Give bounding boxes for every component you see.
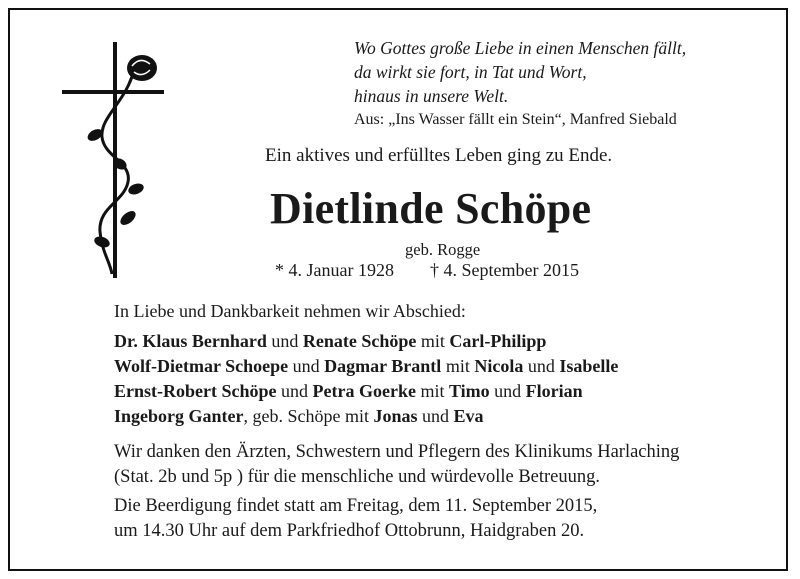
life-dates	[275, 260, 579, 281]
joiner: mit	[415, 381, 449, 401]
mourner-name: Ernst-Robert Schöpe	[114, 381, 277, 401]
mourner-name: Renate Schöpe	[302, 331, 417, 351]
joiner: und	[276, 381, 313, 401]
mourner-name: Isabelle	[559, 356, 619, 376]
quote-source: Aus: „Ins Wasser fällt ein Stein“, Manfred Siebald	[354, 111, 677, 128]
mourner-name: Ingeborg Ganter	[114, 406, 244, 426]
family-line	[114, 379, 618, 404]
quote-line: hinaus in unsere Welt.	[354, 86, 509, 106]
mourner-name: Dagmar Brantl	[324, 356, 442, 376]
joiner: mit	[416, 331, 450, 351]
mourner-name: Wolf-Dietmar Schoepe	[114, 356, 289, 376]
mourner-name: Eva	[453, 406, 484, 426]
mourner-name: Florian	[525, 381, 583, 401]
birth-name: geb. Rogge	[405, 240, 481, 259]
mourner-name: Carl-Philipp	[449, 331, 547, 351]
family-line	[114, 329, 618, 354]
thanks-text	[114, 440, 679, 490]
birth-date: * 4. Januar 1928	[275, 260, 394, 280]
funeral-line: Die Beerdigung findet statt am Freitag, dem 11. September 2015,	[114, 496, 598, 516]
mourner-name: Petra Goerke	[312, 381, 416, 401]
quote-block	[354, 36, 754, 132]
intro-text: Ein aktives und erfülltes Leben ging zu Ende.	[265, 145, 613, 166]
joiner: und	[288, 356, 325, 376]
quote-line: Wo Gottes große Liebe in einen Menschen fällt,	[354, 38, 687, 58]
death-date: † 4. September 2015	[429, 260, 579, 280]
deceased-name: Dietlinde Schöpe	[270, 184, 592, 233]
joiner: und	[417, 406, 454, 426]
family-list	[114, 329, 618, 429]
quote-line: da wirkt sie fort, in Tat und Wort,	[354, 62, 587, 82]
thanks-line: Wir danken den Ärzten, Schwestern und Pflegern des Klinikums Harlaching	[114, 442, 680, 462]
mourner-name: Timo	[448, 381, 490, 401]
joiner: und	[489, 381, 526, 401]
mourner-name: Dr. Klaus Bernhard	[114, 331, 267, 351]
joiner: , geb. Schöpe mit	[243, 406, 374, 426]
family-line	[114, 354, 618, 379]
joiner: mit	[441, 356, 475, 376]
family-line	[114, 404, 618, 429]
thanks-line: (Stat. 2b und 5p ) für die menschliche und würdevolle Betreuung.	[114, 467, 601, 487]
mourner-name: Nicola	[474, 356, 524, 376]
joiner: und	[266, 331, 303, 351]
funeral-text	[114, 494, 597, 544]
farewell-text: In Liebe und Dankbarkeit nehmen wir Abschied:	[114, 301, 466, 321]
cross-with-rose-icon	[62, 42, 172, 282]
mourner-name: Jonas	[373, 406, 418, 426]
joiner: und	[523, 356, 560, 376]
funeral-line: um 14.30 Uhr auf dem Parkfriedhof Ottobrunn, Haidgraben 20.	[114, 521, 585, 541]
